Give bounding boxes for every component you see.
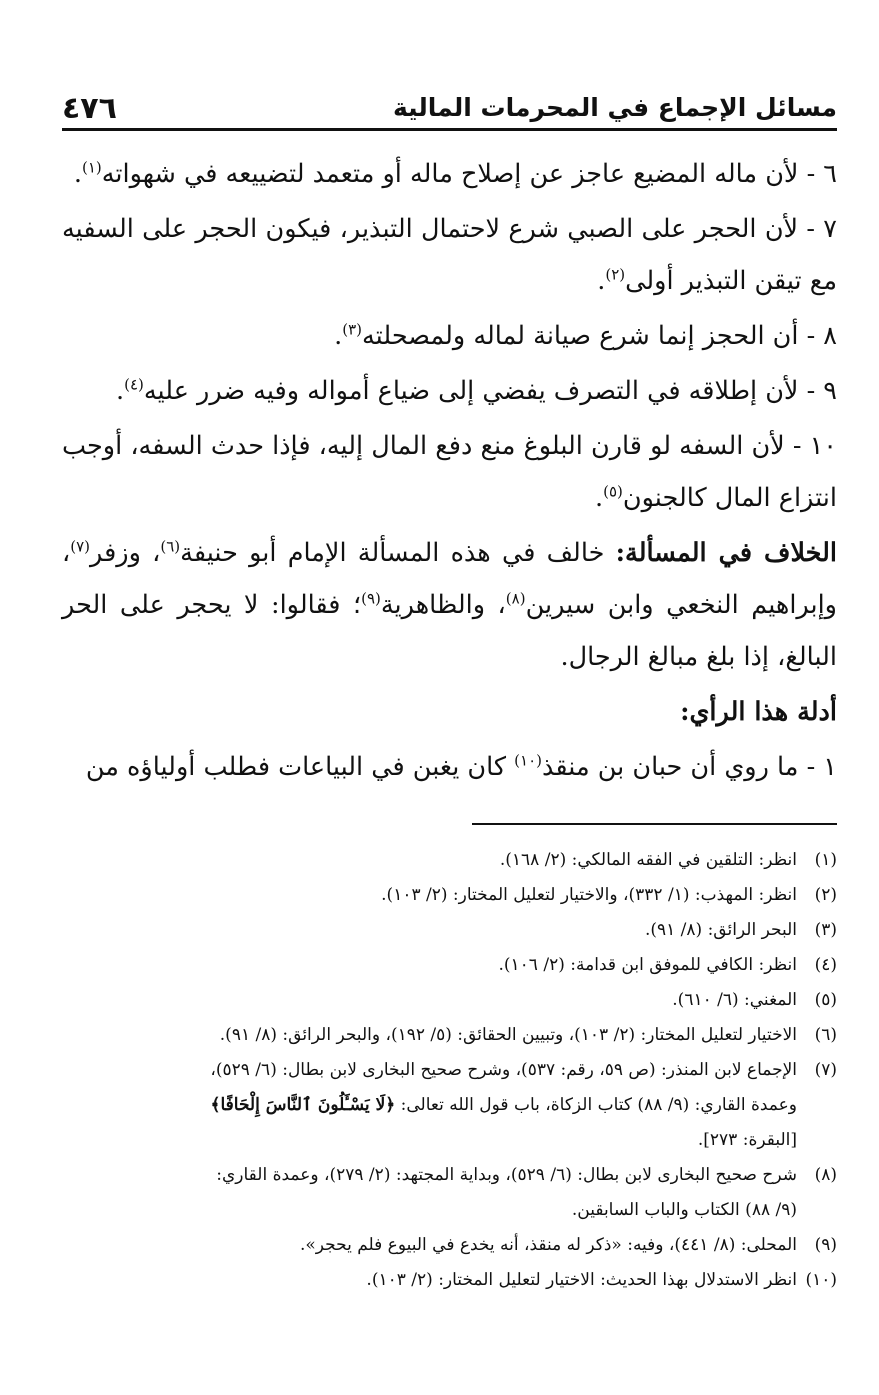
footnote-text: شرح صحيح البخارى لابن بطال: (٦/ ٥٢٩)، وبداية المجتهد: (٢/ ٢٧٩)، وعمدة القاري:: [216, 1165, 797, 1185]
footnote-number: (٩): [814, 1235, 837, 1255]
paragraph-end: .: [73, 159, 82, 189]
section-heading: أدلة هذا الرأي:: [680, 697, 837, 727]
footnote-ref[interactable]: (٢): [605, 265, 626, 284]
footnote-ref[interactable]: (٩): [361, 589, 381, 608]
footnote-separator: [472, 823, 837, 825]
khilaf-text: خالف في هذه المسألة الإمام أبو حنيفة: [180, 538, 616, 568]
footnote-text: انظر: التلقين في الفقه المالكي: (٢/ ١٦٨).: [499, 850, 797, 870]
footnote-number: (٦): [814, 1025, 837, 1045]
footnote-number: (٥): [814, 990, 837, 1010]
footnote-ref[interactable]: (٥): [603, 482, 623, 501]
footnote-ref[interactable]: (١٠): [514, 751, 542, 770]
footnote-number: (٢): [814, 885, 837, 905]
paragraph-text: ١٠ - لأن السفه لو قارن البلوغ منع دفع المال إليه، فإذا حدث السفه، أوجب انتزاع المال كالجنون: [62, 431, 837, 513]
footnote-3: [62, 913, 837, 948]
quran-verse: ﴿لَا يَسْـَٔلُونَ ٱلنَّاسَ إِلْحَافًا﴾: [210, 1095, 396, 1115]
paragraph-7: [62, 203, 837, 307]
footnote-text: وعمدة القاري: (٩/ ٨٨) كتاب الزكاة، باب قول الله تعالى:: [395, 1095, 797, 1115]
paragraph-8: [62, 310, 837, 362]
footnote-number: (٤): [814, 955, 837, 975]
footnote-text: المغني: (٦/ ٦١٠).: [672, 990, 797, 1010]
footnote-text: الإجماع لابن المنذر: (ص ٥٩، رقم: ٥٣٧)، وشرح صحيح البخارى لابن بطال: (٦/ ٥٢٩)،: [210, 1060, 797, 1080]
paragraph-text: ٧ - لأن الحجر على الصبي شرع لاحتمال التبذير، فيكون الحجر على السفيه مع تيقن التبذير أولى: [62, 214, 837, 296]
page-number: ٤٧٦: [62, 91, 117, 126]
footnote-6: [62, 1018, 837, 1053]
paragraph-end: .: [334, 321, 343, 351]
footnote-ref[interactable]: (٣): [342, 320, 363, 339]
footnote-number: (٧): [814, 1060, 837, 1080]
footnote-number: (٨): [814, 1165, 837, 1185]
footnote-text: المحلى: (٨/ ٤٤١)، وفيه: «ذكر له منقذ، أنه يخدع في البيوع فلم يحجر».: [299, 1235, 797, 1255]
footnote-9: [62, 1228, 837, 1263]
footnote-ref[interactable]: (١): [81, 158, 102, 177]
paragraph-1: [62, 741, 837, 793]
footnote-continuation: [62, 1088, 797, 1123]
khilaf-text: ، والظاهرية: [380, 590, 506, 620]
footnote-ref[interactable]: (٧): [70, 537, 91, 556]
paragraph-end: .: [597, 266, 606, 296]
footnote-8: [62, 1158, 837, 1228]
footnote-ref[interactable]: (٤): [124, 375, 144, 394]
footnote-text: انظر: الكافي للموفق ابن قدامة: (٢/ ١٠٦).: [498, 955, 797, 975]
footnote-text: انظر: المهذب: (١/ ٣٣٢)، والاختيار لتعليل المختار: (٢/ ١٠٣).: [381, 885, 797, 905]
footnote-10: [62, 1263, 837, 1298]
paragraph-text: ٨ - أن الحجز إنما شرع صيانة لماله ولمصحلته: [362, 321, 837, 351]
khilaf-text: ، وزفر: [90, 538, 161, 568]
khilaf-paragraph: [62, 527, 837, 683]
running-title: مسائل الإجماع في المحرمات المالية: [392, 93, 837, 122]
footnote-continuation: (٩/ ٨٨) الكتاب والباب السابقين.: [571, 1200, 797, 1220]
paragraph-text: ٦ - لأن ماله المضيع عاجز عن إصلاح ماله أو متعمد لتضييعه في شهواته: [101, 159, 837, 189]
khilaf-text: ؛ فقالوا: لا يحجر على الحر البالغ، إذا بلغ مبالغ الرجال.: [62, 590, 837, 672]
footnote-continuation: [البقرة: ٢٧٣].: [697, 1130, 797, 1150]
paragraph-end: .: [595, 483, 604, 513]
footnote-text: انظر الاستدلال بهذا الحديث: الاختيار لتعليل المختار: (٢/ ١٠٣).: [366, 1270, 797, 1290]
footnote-2: [62, 878, 837, 913]
footnotes: [62, 843, 837, 1298]
footnote-ref[interactable]: (٨): [505, 589, 526, 608]
running-header: [62, 78, 837, 131]
khilaf-lead: الخلاف في المسألة:: [615, 538, 837, 568]
paragraph-text: ١ - ما روي أن حبان بن منقذ: [542, 752, 837, 782]
footnote-text: البحر الرائق: (٨/ ٩١).: [644, 920, 797, 940]
footnote-7: [62, 1053, 837, 1158]
main-text: [62, 148, 837, 793]
paragraph-6: [62, 148, 837, 200]
footnote-4: [62, 948, 837, 983]
footnote-5: [62, 983, 837, 1018]
paragraph-9: [62, 365, 837, 417]
paragraph-10: [62, 420, 837, 524]
footnote-number: (١٠): [805, 1270, 837, 1290]
footnote-text: الاختيار لتعليل المختار: (٢/ ١٠٣)، وتبيين الحقائق: (٥/ ١٩٢)، والبحر الرائق: (٨/ ٩١).: [219, 1025, 797, 1045]
khilaf-text: ، وإبراهيم النخعي وابن سيرين: [62, 538, 837, 620]
footnote-ref[interactable]: (٦): [160, 537, 181, 556]
footnote-number: (١): [814, 850, 837, 870]
paragraph-text: كان يغبن في البياعات فطلب أولياؤه من: [85, 752, 515, 782]
footnote-number: (٣): [814, 920, 837, 940]
paragraph-text: ٩ - لأن إطلاقه في التصرف يفضي إلى ضياع أمواله وفيه ضرر عليه: [143, 376, 837, 406]
footnote-1: [62, 843, 837, 878]
paragraph-end: .: [116, 376, 125, 406]
